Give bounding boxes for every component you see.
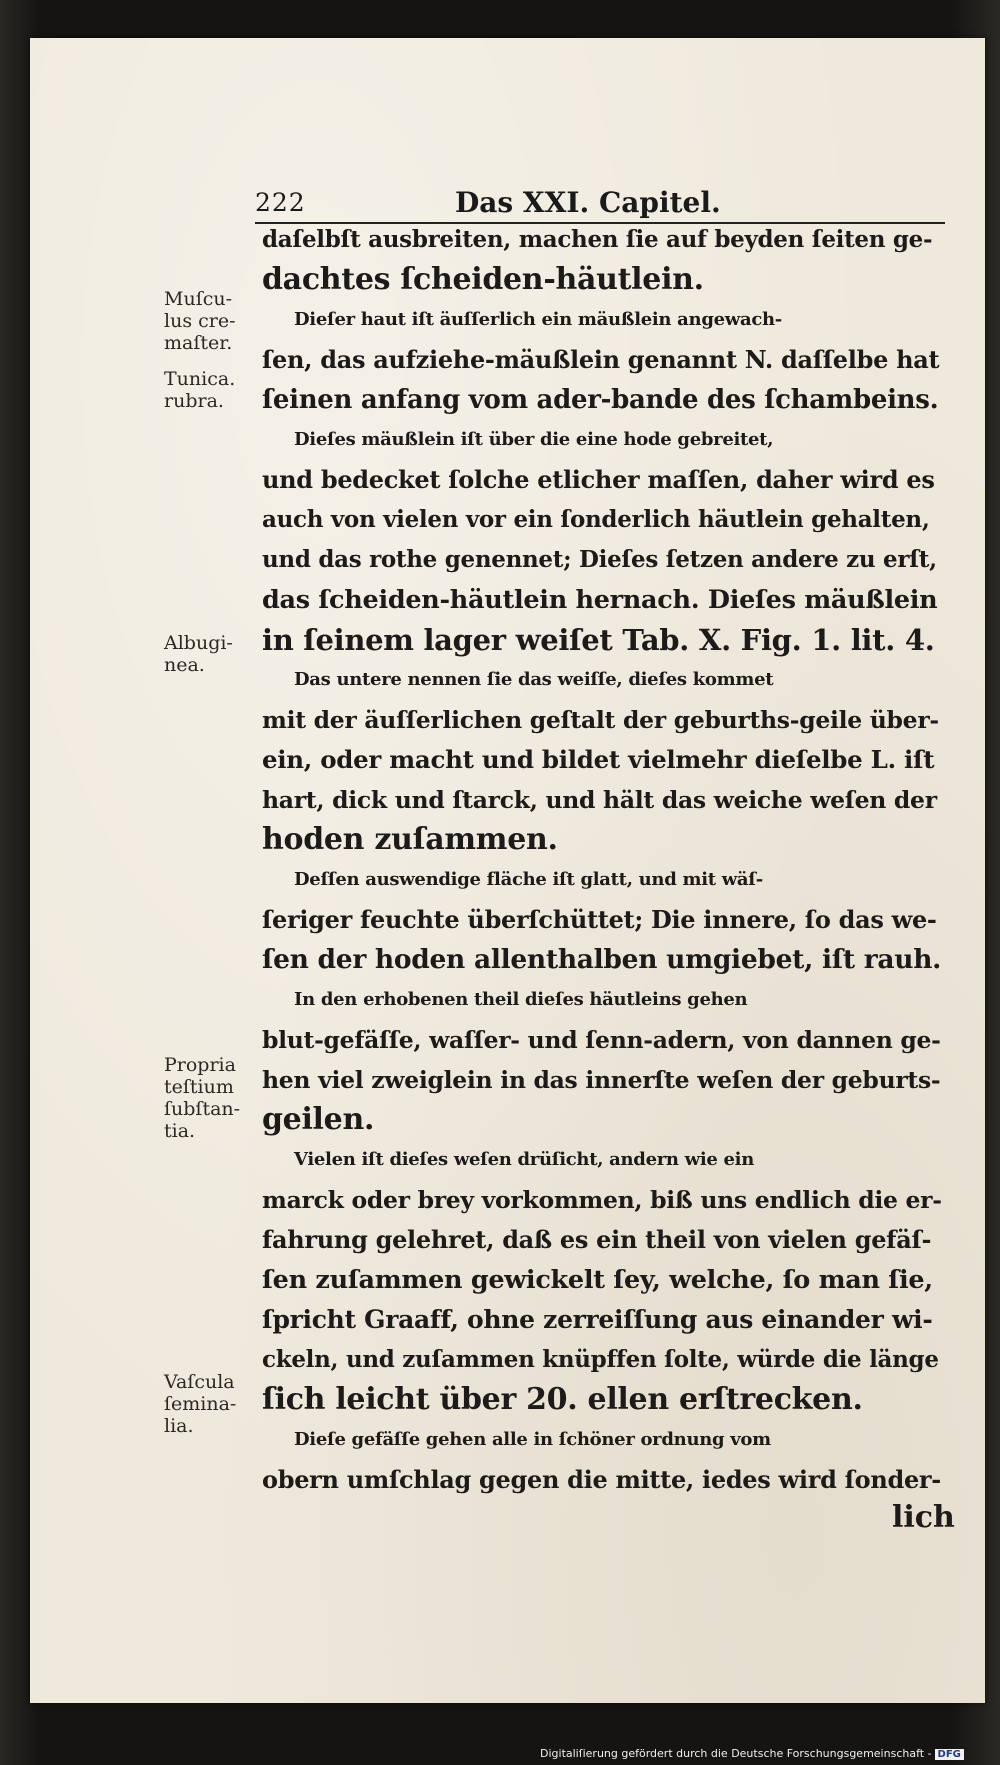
text-line: daſelbſt ausbreiten, machen ſie auf beyden ſeiten ge- xyxy=(262,226,933,253)
page-header xyxy=(255,188,945,224)
text-line: Dieſe gefäſſe gehen alle in ſchöner ordnung vom xyxy=(294,1429,771,1450)
text-line: fahrung gelehret, daß es ein theil von vielen gefäſ- xyxy=(262,1225,932,1254)
text-line: In den erhobenen theil dieſes häutleins gehen xyxy=(294,989,748,1010)
text-line: mit der äuſſerlichen geſtalt der geburths-geile über- xyxy=(262,706,939,734)
running-title: Das XXI. Capitel. xyxy=(455,186,721,219)
text-line: ſeinen anfang vom ader-bande des ſchambeins. xyxy=(262,385,939,415)
text-line: hoden zuſammen. xyxy=(262,822,558,857)
margin-note: Tunica. rubra. xyxy=(164,368,236,412)
text-line: auch von vielen vor ein ſonderlich häutlein gehalten, xyxy=(262,506,930,533)
margin-note: Muſcu- lus cre- maſter. xyxy=(164,288,236,354)
catchword: lich xyxy=(892,1500,955,1535)
text-line: ſen der hoden allenthalben umgiebet, iſt rauh. xyxy=(262,944,942,975)
text-line: ſen, das aufziehe-mäußlein genannt N. daſſelbe hat xyxy=(262,345,940,374)
text-line: und das rothe genennet; Dieſes ſetzen andere zu erſt, xyxy=(262,546,937,573)
text-line: ein, oder macht und bildet vielmehr dieſelbe L. iſt xyxy=(262,745,935,774)
text-line: Deſſen auswendige fläche iſt glatt, und mit wäſ- xyxy=(294,869,763,890)
text-line: Das untere nennen ſie das weiſſe, dieſes kommet xyxy=(294,669,774,690)
text-line: obern umſchlag gegen die mitte, iedes wird ſonder- xyxy=(262,1465,941,1494)
margin-note: Vaſcula ſemina- lia. xyxy=(164,1371,237,1437)
text-line: ſpricht Graaff, ohne zerreiſſung aus einander wi- xyxy=(262,1305,933,1334)
text-line: Vielen iſt dieſes weſen drüſicht, andern wie ein xyxy=(294,1149,754,1170)
margin-note: Propria teſtium ſubſtan- tia. xyxy=(164,1054,241,1142)
text-line: ſeriger feuchte überſchüttet; Die innere, ſo das we- xyxy=(262,905,937,934)
credit-text: Digitaliſierung gefördert durch die Deutsche Forschungsgemeinschaft - xyxy=(540,1747,932,1760)
dfg-logo: DFG xyxy=(935,1749,964,1760)
page-number: 222 xyxy=(255,188,306,217)
text-line: blut-gefäſſe, waſſer- und ſenn-adern, von dannen ge- xyxy=(262,1026,941,1054)
text-line: ſen zuſammen gewickelt ſey, welche, ſo man ſie, xyxy=(262,1265,933,1295)
text-line: das ſcheiden-häutlein hernach. Dieſes mäußlein xyxy=(262,585,938,615)
margin-note: Albugi- nea. xyxy=(164,632,233,676)
book-page xyxy=(30,38,985,1703)
digitization-credit xyxy=(540,1747,964,1760)
text-line: geilen. xyxy=(262,1102,375,1137)
text-line: Dieſes mäußlein iſt über die eine hode gebreitet, xyxy=(294,429,774,450)
text-line: Dieſer haut iſt äuſſerlich ein mäußlein angewach- xyxy=(294,309,782,330)
text-line: ckeln, und zuſammen knüpffen ſolte, würde die länge xyxy=(262,1346,939,1373)
text-line: dachtes ſcheiden-häutlein. xyxy=(262,262,704,297)
text-line: in ſeinem lager weiſet Tab. X. Fig. 1. lit. 4. xyxy=(262,623,935,657)
text-line: ſich leicht über 20. ellen erſtrecken. xyxy=(262,1382,863,1417)
text-line: marck oder brey vorkommen, biß uns endlich die er- xyxy=(262,1186,942,1214)
text-line: und bedecket ſolche etlicher maſſen, daher wird es xyxy=(262,465,935,494)
text-line: hen viel zweiglein in das innerſte weſen der geburts- xyxy=(262,1066,941,1094)
text-line: hart, dick und ſtarck, und hält das weiche weſen der xyxy=(262,786,937,814)
